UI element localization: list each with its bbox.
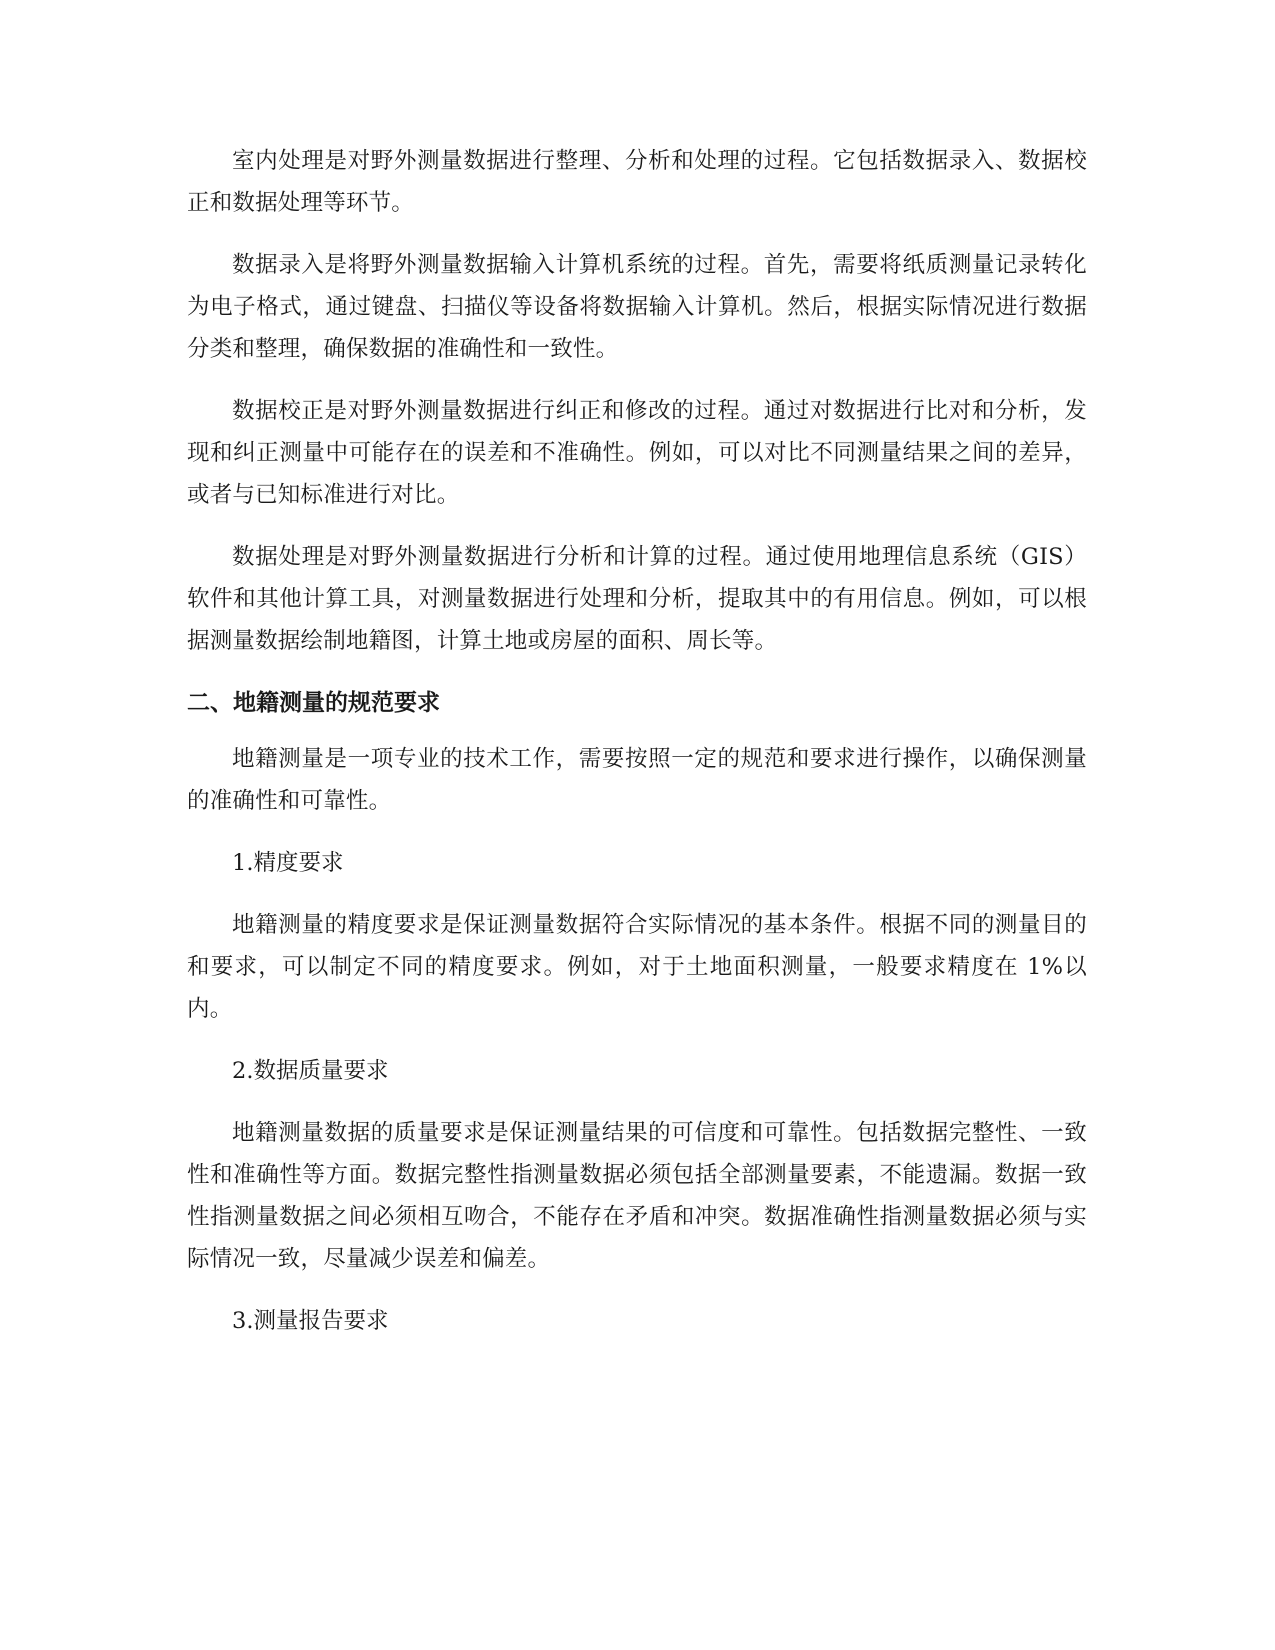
list-item-precision: 1.精度要求 [232, 850, 344, 876]
paragraph-precision: 地籍测量的精度要求是保证测量数据符合实际情况的基本条件。根据不同的测量目的和要求，可以制定不同的精度要求。例如，对于土地面积测量，一般要求精度在 1%以内。 [187, 912, 1087, 1022]
list-item-report: 3.测量报告要求 [232, 1308, 389, 1334]
paragraph-data-correction: 数据校正是对野外测量数据进行纠正和修改的过程。通过对数据进行比对和分析，发现和纠正测量中可能存在的误差和不准确性。例如，可以对比不同测量结果之间的差异，或者与已知标准进行对比。 [187, 398, 1087, 508]
list-item-data-quality: 2.数据质量要求 [232, 1058, 389, 1084]
paragraph-data-processing: 数据处理是对野外测量数据进行分析和计算的过程。通过使用地理信息系统（GIS）软件和其他计算工具，对测量数据进行处理和分析，提取其中的有用信息。例如，可以根据测量数据绘制地籍图，计算土地或房屋的面积、周长等。 [187, 544, 1087, 654]
paragraph-data-entry: 数据录入是将野外测量数据输入计算机系统的过程。首先，需要将纸质测量记录转化为电子格式，通过键盘、扫描仪等设备将数据输入计算机。然后，根据实际情况进行数据分类和整理，确保数据的准确性和一致性。 [187, 252, 1087, 362]
paragraph-data-quality: 地籍测量数据的质量要求是保证测量结果的可信度和可靠性。包括数据完整性、一致性和准确性等方面。数据完整性指测量数据必须包括全部测量要素，不能遗漏。数据一致性指测量数据之间必须相互吻合，不能存在矛盾和冲突。数据准确性指测量数据必须与实际情况一致，尽量减少误差和偏差。 [187, 1120, 1087, 1272]
document-page [187, 140, 1087, 1362]
paragraph-indoor-processing: 室内处理是对野外测量数据进行整理、分析和处理的过程。它包括数据录入、数据校正和数据处理等环节。 [187, 148, 1087, 216]
section-heading: 二、地籍测量的规范要求 [187, 690, 440, 716]
paragraph-spec-intro: 地籍测量是一项专业的技术工作，需要按照一定的规范和要求进行操作，以确保测量的准确性和可靠性。 [187, 746, 1087, 814]
